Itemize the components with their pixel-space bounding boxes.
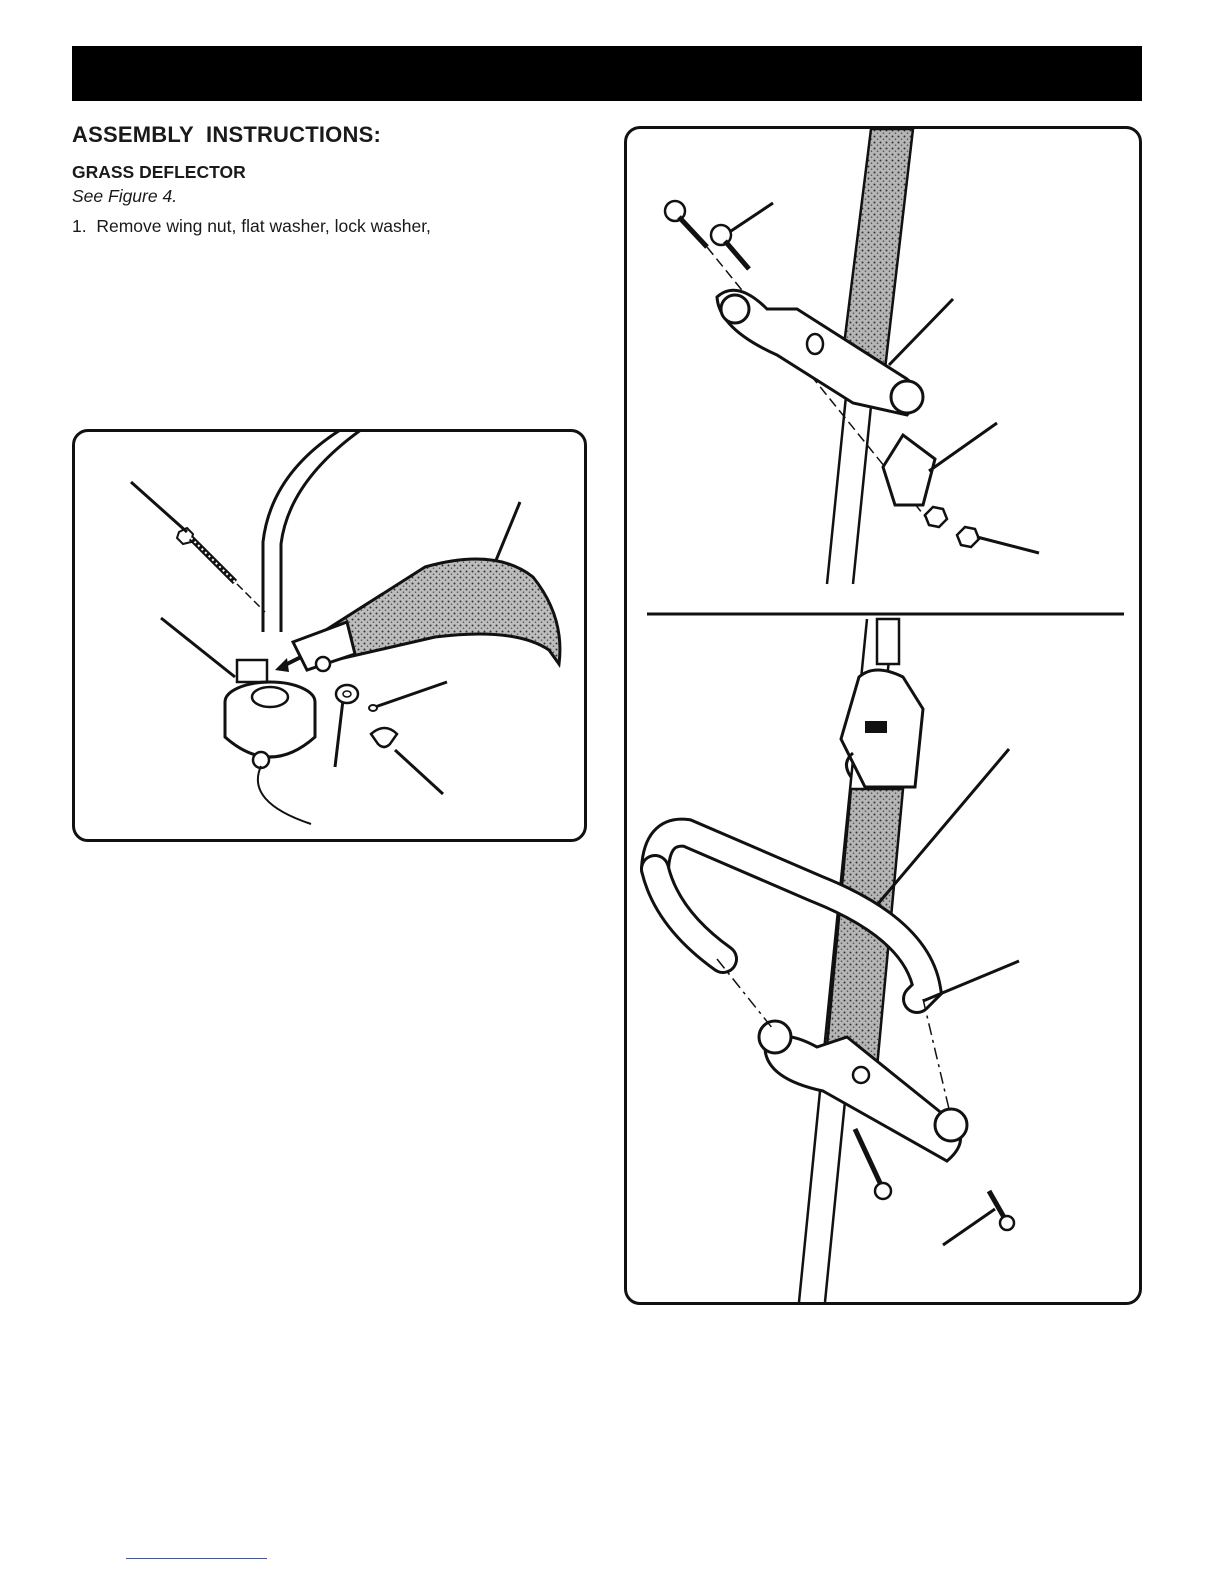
bolt-part: [177, 528, 235, 582]
header-bar: [72, 46, 1142, 101]
grass-deflector-assembly-illustration: [75, 432, 584, 839]
figure-handle-assembly: [624, 126, 1142, 1305]
handle-bracket-screws-illustration: [665, 129, 1039, 584]
figure-reference: See Figure 4.: [72, 186, 178, 206]
step-1: 1. Remove wing nut, flat washer, lock washer,: [72, 216, 431, 236]
figure-grass-deflector: [72, 429, 587, 842]
footer-rule: [126, 1558, 267, 1559]
subheading-grass-deflector: GRASS DEFLECTOR: [72, 162, 246, 182]
assist-handle-mounting-illustration: [655, 619, 1019, 1302]
section-title: ASSEMBLY INSTRUCTIONS:: [72, 122, 381, 147]
